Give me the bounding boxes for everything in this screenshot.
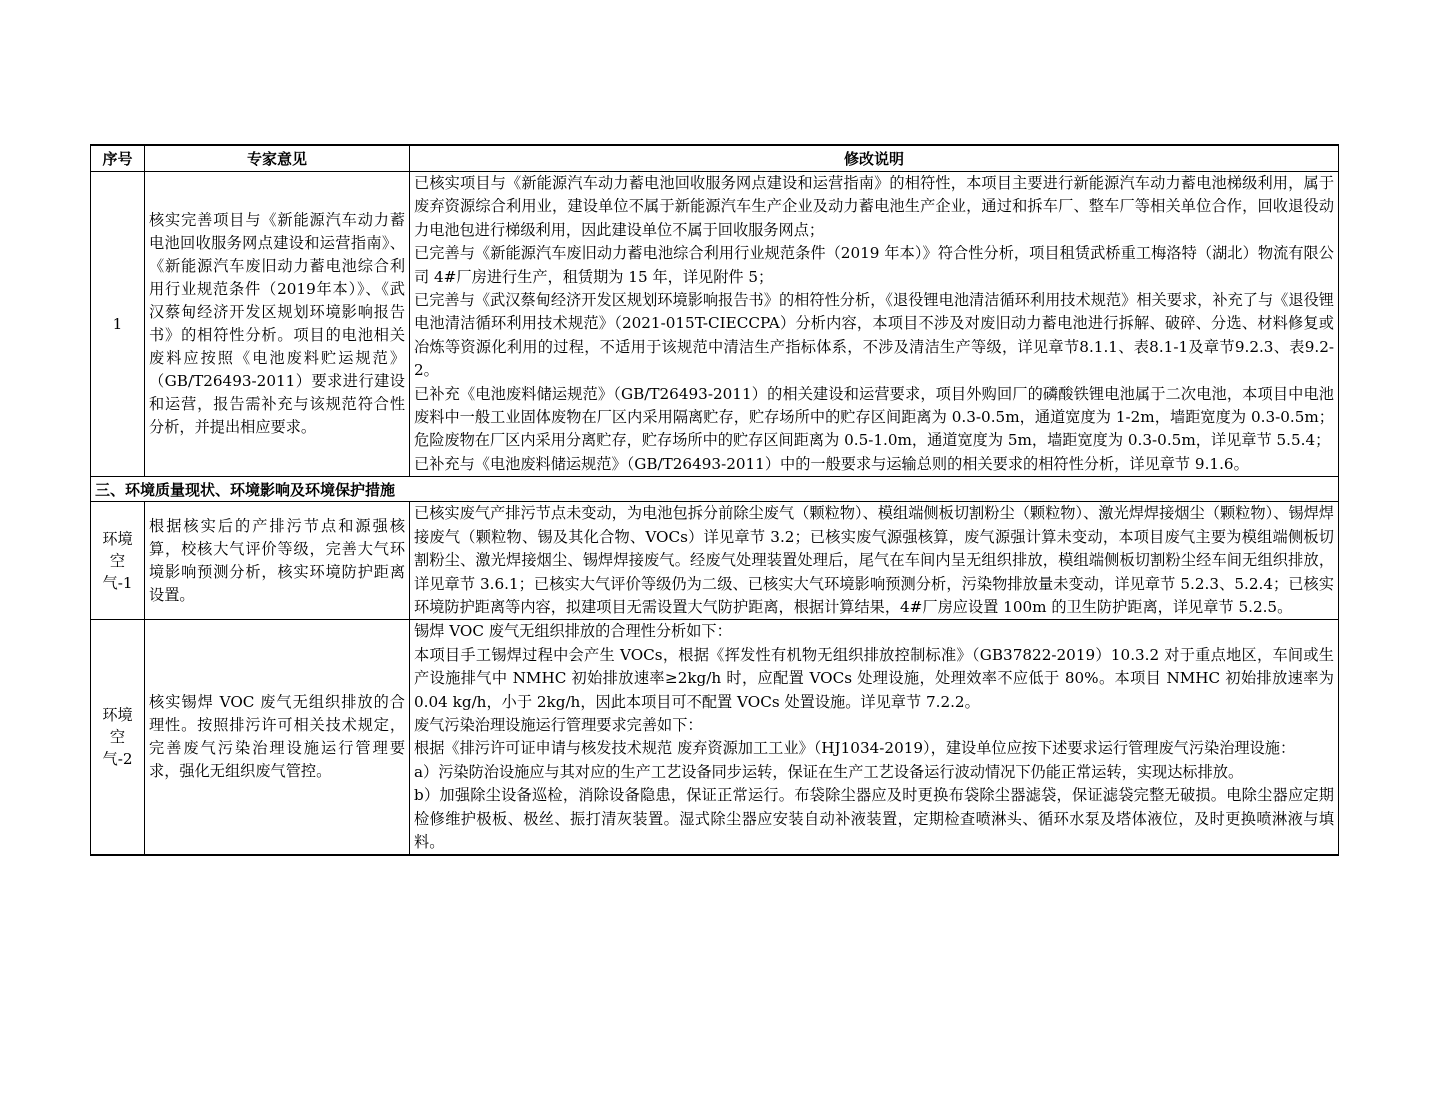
header-no: 序号 (91, 145, 145, 172)
revision-description (410, 502, 1339, 620)
row-number: 1 (91, 172, 145, 477)
table-header-row (91, 145, 1339, 172)
revision-paragraph: b）加强除尘设备巡检，消除设备隐患，保证正常运行。布袋除尘器应及时更换布袋除尘器滤袋，保证滤袋完整无破损。电除尘器应定期检修维护极板、极丝、振打清灰装置。湿式除尘器应安装自动补液装置，定期检查喷淋头、循环水泵及塔体液位，及时更换喷淋液与填料。 (414, 786, 1334, 851)
table-row (91, 502, 1339, 620)
revision-paragraph: a）污染防治设施应与其对应的生产工艺设备同步运转，保证在生产工艺设备运行波动情况下仍能正常运转，实现达标排放。 (414, 762, 1244, 781)
row-number: 环境空气-1 (91, 502, 145, 620)
revision-description (410, 172, 1339, 477)
expert-opinion-table (90, 144, 1339, 856)
table-row (91, 620, 1339, 856)
expert-opinion: 根据核实后的产排污节点和源强核算，校核大气评价等级，完善大气环境影响预测分析，核实环境防护距离设置。 (145, 502, 410, 620)
table-row (91, 172, 1339, 477)
revision-paragraph: 废气污染治理设施运行管理要求完善如下： (414, 715, 703, 734)
section-heading: 三、环境质量现状、环境影响及环境保护措施 (91, 477, 1339, 502)
row-number: 环境空气-2 (91, 620, 145, 856)
revision-paragraph: 已完善与《新能源汽车废旧动力蓄电池综合利用行业规范条件（2019 年本）》符合性分析，项目租赁武桥重工梅洛特（湖北）物流有限公司 4#厂房进行生产，租赁期为 15 年，详见附件 5； (414, 244, 1334, 286)
revision-paragraph: 锡焊 VOC 废气无组织排放的合理性分析如下： (414, 622, 732, 641)
revision-description (410, 620, 1339, 856)
revision-paragraph: 已补充与《电池废料储运规范》（GB/T26493-2011）中的一般要求与运输总则的相关要求的相符性分析，详见章节 9.1.6。 (414, 454, 1249, 473)
revision-paragraph: 已补充《电池废料储运规范》（GB/T26493-2011）的相关建设和运营要求，项目外购回厂的磷酸铁锂电池属于二次电池，本项目中电池废料中一般工业固体废物在厂区内采用隔离贮存，贮存场所中的贮存区间距离为 0.3-0.5m，通道宽度为 1-2m，墙距宽度为 0.3-0.5m；危险废物在厂区内采用分离贮存，贮存场所中的贮存区间距离为 0.5-1.0m，通道宽度为 5m，墙距宽度为 0.3-0.5m，详见章节 5.5.4； (414, 384, 1334, 450)
revision-paragraph: 已完善与《武汉蔡甸经济开发区规划环境影响报告书》的相符性分析，《退役锂电池清洁循环利用技术规范》相关要求，补充了与《退役锂电池清洁循环利用技术规范》（2021-015T-CIECCPA）分析内容，本项目不涉及对废旧动力蓄电池进行拆解、破碎、分选、材料修复或冶炼等资源化利用的过程，不适用于该规范中清洁生产指标体系，不涉及清洁生产等级，详见章节8.1.1、表8.1-1及章节9.2.3、表9.2-2。 (414, 291, 1334, 380)
header-revision: 修改说明 (410, 145, 1339, 172)
revision-paragraph: 本项目手工锡焊过程中会产生 VOCs，根据《挥发性有机物无组织排放控制标准》（GB37822-2019）10.3.2 对于重点地区，车间或生产设施排气中 NMHC 初始排放速率≥2kg/h 时，应配置 VOCs 处理设施，处理效率不应低于 80%。本项目 NMHC 初始排放速率为 0.04 kg/h，小于 2kg/h，因此本项目可不配置 VOCs 处置设施。详见章节 7.2.2。 (414, 645, 1334, 711)
revision-paragraph: 根据《排污许可证申请与核发技术规范 废弃资源加工工业》（HJ1034-2019），建设单位应按下述要求运行管理废气污染治理设施： (414, 739, 1296, 758)
section-row (91, 477, 1339, 502)
header-opinion: 专家意见 (145, 145, 410, 172)
revision-paragraph: 已核实项目与《新能源汽车动力蓄电池回收服务网点建设和运营指南》的相符性，本项目主要进行新能源汽车动力蓄电池梯级利用，属于废弃资源综合利用业，建设单位不属于新能源汽车生产企业及动力蓄电池生产企业，通过和拆车厂、整车厂等相关单位合作，回收退役动力电池包进行梯级利用，因此建设单位不属于回收服务网点； (414, 174, 1334, 239)
expert-opinion: 核实完善项目与《新能源汽车动力蓄电池回收服务网点建设和运营指南》、《新能源汽车废旧动力蓄电池综合利用行业规范条件（2019年本）》、《武汉蔡甸经济开发区规划环境影响报告书》的相符性分析。项目的电池相关废料应按照《电池废料贮运规范》（GB/T26493-2011）要求进行建设和运营，报告需补充与该规范符合性分析，并提出相应要求。 (145, 172, 410, 477)
expert-opinion: 核实锡焊 VOC 废气无组织排放的合理性。按照排污许可相关技术规定，完善废气污染治理设施运行管理要求，强化无组织废气管控。 (145, 620, 410, 856)
revision-paragraph: 已核实废气产排污节点未变动，为电池包拆分前除尘废气（颗粒物）、模组端侧板切割粉尘（颗粒物）、激光焊焊接烟尘（颗粒物）、锡焊焊接废气（颗粒物、锡及其化合物、VOCs）详见章节 3.2；已核实废气源强核算，废气源强计算未变动，本项目废气主要为模组端侧板切割粉尘、激光焊接烟尘、锡焊焊接废气。经废气处理装置处理后，尾气在车间内呈无组织排放，模组端侧板切割粉尘经车间无组织排放，详见章节 3.6.1；已核实大气评价等级仍为二级、已核实大气环境影响预测分析，污染物排放量未变动，详见章节 5.2.3、5.2.4；已核实环境防护距离等内容，拟建项目无需设置大气防护距离，根据计算结果，4#厂房应设置 100m 的卫生防护距离，详见章节 5.2.5。 (414, 504, 1334, 616)
